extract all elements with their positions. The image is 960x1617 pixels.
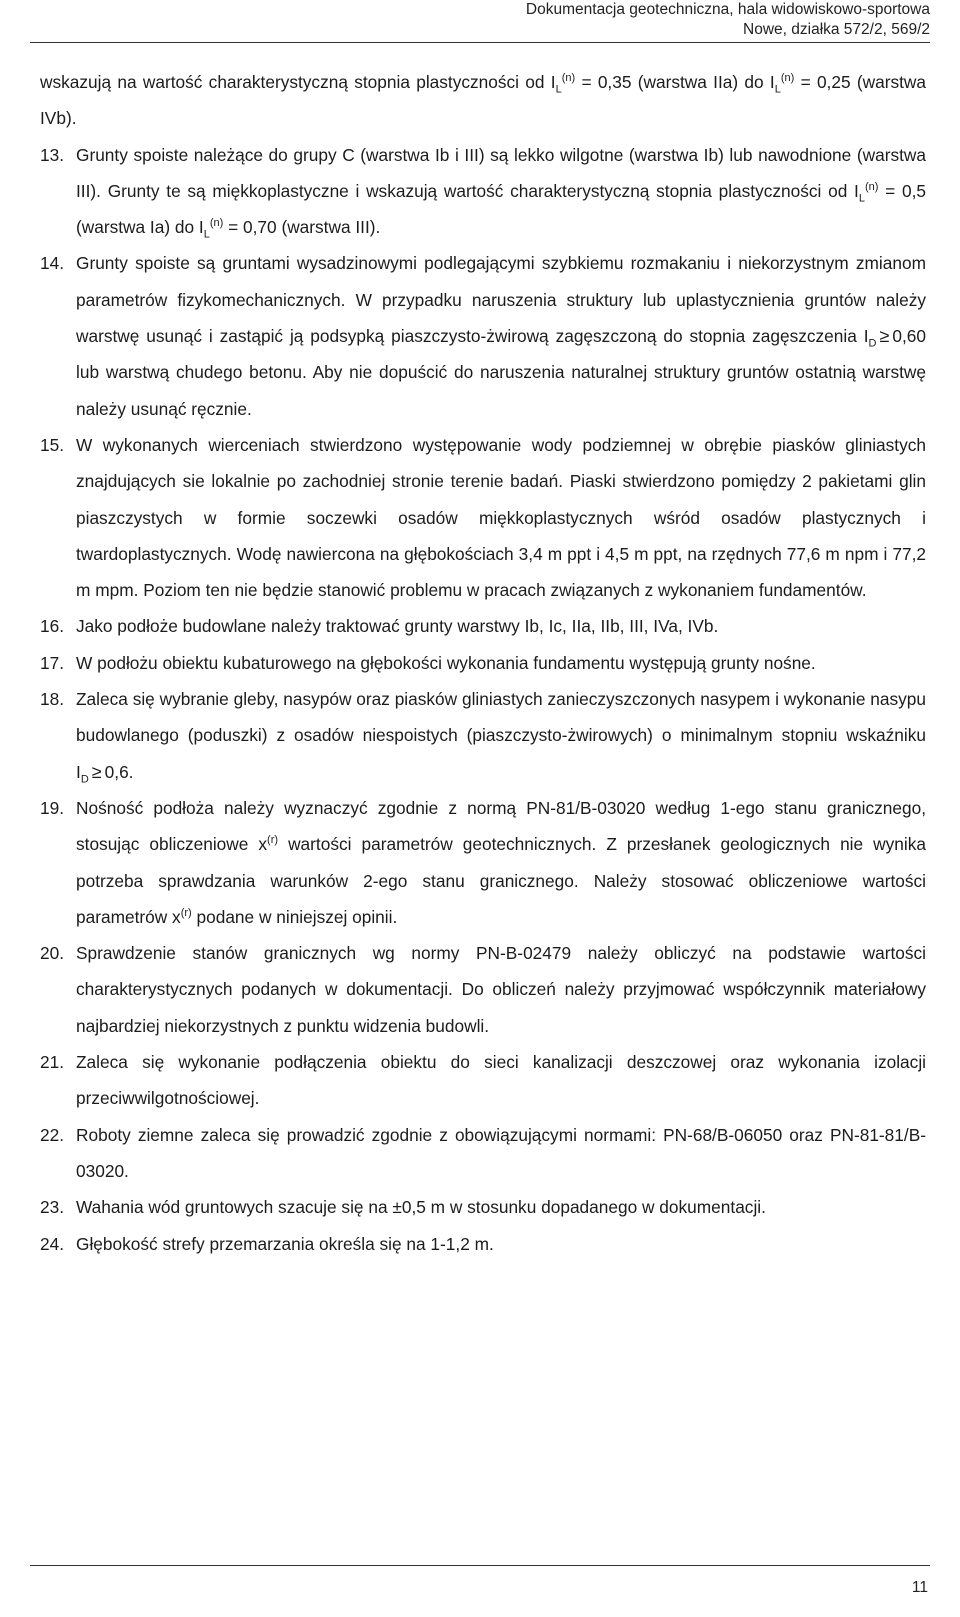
intro-sub-2: L xyxy=(774,83,781,96)
intro-sub-1: L xyxy=(555,83,562,96)
item-number: 22. xyxy=(40,1124,65,1145)
item-number: 19. xyxy=(40,797,65,818)
list-item-19 xyxy=(40,790,926,935)
greater-equal-symbol: ≥ xyxy=(91,761,102,782)
header-title: Dokumentacja geotechniczna, hala widowiskowo-sportowa xyxy=(525,1,930,18)
item-text xyxy=(76,137,926,246)
item-19-text-2: wartości parametrów geotechnicznych. Z przesłanek geologicznych nie wynika potrzeba sprawdzania warunków 2-ego stanu granicznego. Należy stosować obliczeniowe wartości parametrów x xyxy=(76,834,926,927)
item-14-text-1: Grunty spoiste są gruntami wysadzinowymi podlegającymi szybkiemu rozmakaniu i niekorzystnym zmianom parametrów fizykomechanicznych. W przypadku naruszenia struktury lub uplastycznienia gruntów należy warstwę usunąć i zastąpić ją podsypką piaszczysto-żwirową zagęszczoną do stopnia zagęszczenia I xyxy=(76,253,926,347)
intro-paragraph xyxy=(40,64,926,137)
item-18-text-1: Zaleca się wybranie gleby, nasypów oraz piasków gliniastych zanieczyszczonych nasypem i wykonanie nasypu budowlanego (poduszki) z osadów niespoistych (piaszczysto-żwirowych) o minimalnym stopniu wskaźniku I xyxy=(76,689,926,782)
item-18-text-2: 0,6. xyxy=(104,761,134,782)
item-13-sup-1: (n) xyxy=(864,181,879,194)
item-text: Roboty ziemne zaleca się prowadzić zgodnie z obowiązującymi normami: PN-68/B-06050 oraz PN-81-81/B-03020. xyxy=(76,1124,926,1181)
item-number: 18. xyxy=(40,689,65,710)
item-13-sub-1: L xyxy=(858,192,865,205)
list-item-20 xyxy=(40,935,926,1044)
item-19-sup-1: (r) xyxy=(267,834,279,847)
page-number: 11 xyxy=(911,1579,928,1596)
item-text: W podłożu obiektu kubaturowego na głębokości wykonania fundamentu występują grunty nośne. xyxy=(76,652,816,673)
item-number: 14. xyxy=(40,253,65,274)
item-13-text-1: Grunty spoiste należące do grupy C (warstwa Ib i III) są lekko wilgotne (warstwa Ib) lub nawodnione (warstwa III). Grunty te są miękkoplastyczne i wskazują wartość charakterystyczną stopnia plastyczności od I xyxy=(76,144,926,201)
item-14-text-2: 0,60 lub warstwą chudego betonu. Aby nie dopuścić do naruszenia naturalnej struktury gruntów ostatnią warstwę należy usunąć ręcznie. xyxy=(76,326,926,419)
item-text: Zaleca się wykonanie podłączenia obiektu do sieci kanalizacji deszczowej oraz wykonania izolacji przeciwwilgotnościowej. xyxy=(76,1052,926,1109)
intro-text-2: = 0,35 (warstwa IIa) do I xyxy=(575,72,775,92)
item-19-text-3: podane w niniejszej opinii. xyxy=(191,906,398,927)
header-location: Nowe, działka 572/2, 569/2 xyxy=(743,21,930,38)
item-number: 21. xyxy=(40,1052,65,1073)
list-item-15 xyxy=(40,427,926,608)
list-item-14 xyxy=(40,245,926,426)
item-number: 24. xyxy=(40,1233,65,1254)
item-13-text-2: = 0,5 (warstwa Ia) do I xyxy=(76,180,927,238)
intro-text-1: wskazują na wartość charakterystyczną stopnia plastyczności od I xyxy=(40,72,556,92)
item-19-sup-2: (r) xyxy=(180,907,192,920)
item-text: W wykonanych wierceniach stwierdzono występowanie wody podziemnej w obrębie piasków gliniastych znajdujących sie lokalnie po zachodniej stronie terenie badań. Piaski stwierdzono pomiędzy 2 pakietami glin piaszczystych w formie soczewki osadów miękkoplastycznych wśród osadów plastycznych i twardoplastycznych. Wodę nawiercona na głębokościach 3,4 m ppt i 4,5 m ppt, na rzędnych 77,6 m npm i 77,2 m mpm. Poziom ten nie będzie stanowić problemu w pracach związanych z wykonaniem fundamentów. xyxy=(76,434,926,601)
item-13-sub-2: L xyxy=(203,228,210,241)
intro-text-3: = 0,25 (warstwa IVb). xyxy=(40,72,926,129)
item-number: 17. xyxy=(40,652,65,673)
item-14-sub-1: D xyxy=(868,337,877,350)
list-item-22 xyxy=(40,1117,926,1190)
item-text: Wahania wód gruntowych szacuje się na ±0,5 m w stosunku dopadanego w dokumentacji. xyxy=(76,1197,766,1218)
list-item-13 xyxy=(40,137,926,246)
item-text: Jako podłoże budowlane należy traktować grunty warstwy Ib, Ic, IIa, IIb, III, IVa, IVb. xyxy=(76,616,719,637)
list-item-16 xyxy=(40,608,926,644)
item-13-text-3: = 0,70 (warstwa III). xyxy=(223,217,381,238)
greater-equal-symbol: ≥ xyxy=(879,326,890,347)
header-divider xyxy=(30,42,930,43)
list-item-24 xyxy=(40,1226,926,1262)
list-item-21 xyxy=(40,1044,926,1117)
document-body xyxy=(40,64,926,1262)
footer-divider xyxy=(30,1565,930,1566)
item-text xyxy=(76,681,926,790)
list-item-23 xyxy=(40,1189,926,1225)
item-19-text-1: Nośność podłoża należy wyznaczyć zgodnie z normą PN-81/B-03020 według 1-ego stanu granicznego, stosując obliczeniowe x xyxy=(76,797,926,855)
page-header xyxy=(330,0,930,40)
item-number: 16. xyxy=(40,616,65,637)
item-number: 13. xyxy=(40,144,65,165)
item-number: 15. xyxy=(40,434,65,455)
list-item-18 xyxy=(40,681,926,790)
item-text: Głębokość strefy przemarzania określa się na 1-1,2 m. xyxy=(76,1233,494,1254)
intro-sup-1: (n) xyxy=(561,72,576,85)
item-18-sub-1: D xyxy=(80,773,89,786)
list-item-17 xyxy=(40,645,926,681)
item-number: 20. xyxy=(40,943,65,964)
item-13-sup-2: (n) xyxy=(209,217,224,230)
intro-sup-2: (n) xyxy=(780,72,795,85)
item-text xyxy=(76,790,926,935)
item-text: Sprawdzenie stanów granicznych wg normy PN-B-02479 należy obliczyć na podstawie wartości charakterystycznych podanych w dokumentacji. Do obliczeń należy przyjmować współczynnik materiałowy najbardziej niekorzystnych z punktu widzenia budowli. xyxy=(76,943,926,1036)
item-text xyxy=(76,245,926,426)
item-number: 23. xyxy=(40,1197,65,1218)
